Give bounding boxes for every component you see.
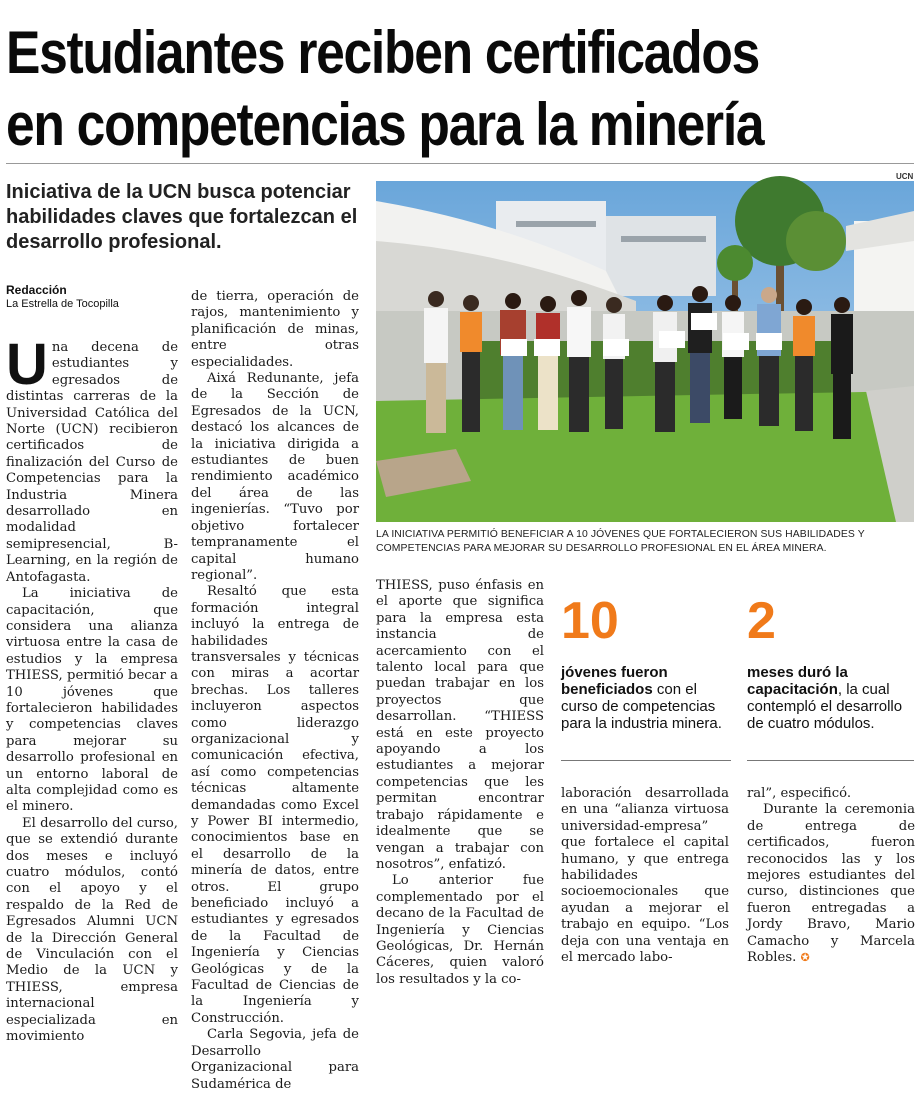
stat-number: 2 <box>747 592 776 650</box>
deck: Iniciativa de la UCN busca potenciar habilidades claves que fortalezcan el desarrollo profesional. <box>6 181 358 253</box>
body-paragraph <box>747 802 915 966</box>
body-column-4 <box>561 786 729 966</box>
body-column-5 <box>747 786 915 966</box>
body-paragraph: Aixá Redunante, jefa de la Sección de Egresados de la UCN, destacó los alcances de la iniciativa dirigida a estudiantes de buen rendimiento académico del área de las ingenierías. “Tuvo por objetivo fortalecer tempranamente el capital humano regional”. <box>191 371 359 583</box>
stat-bold: jóvenes fueron beneficiados <box>561 664 668 698</box>
stat-number: 10 <box>561 592 619 650</box>
body-column-3 <box>376 578 544 988</box>
stat-box-youth <box>561 594 731 732</box>
article-photo <box>376 181 914 522</box>
photo-credit: UCN <box>896 172 914 181</box>
headline <box>6 20 790 158</box>
body-paragraph: THIESS, puso énfasis en el aporte que significa para la empresa esta instancia de acercamiento con el talento local para que puedan trabajar en los proyectos que desarrollan. “THIESS está en este proyecto apoyando a los estudiantes a mejorar competencias que les permitan encontrar trabajo rápidamente e idealmente que se vengan a trabajar con nosotros”, enfatizó. <box>376 578 544 872</box>
stat-rest: con el curso de competencias para la industria minera. <box>561 681 722 732</box>
group-photo-illustration <box>376 181 914 522</box>
top-divider <box>6 163 914 164</box>
body-paragraph: ral”, especificó. <box>747 786 852 801</box>
byline <box>6 283 119 311</box>
body-paragraph: El desarrollo del curso, que se extendió durante dos meses e incluyó cuatro módulos, contó con el apoyo y el respaldo de la Red de Egresados Alumni UCN de la Dirección General de Vinculación con el Medio de la UCN y THIESS, empresa internacional especializada en movimiento <box>6 815 178 1045</box>
drop-cap: U <box>6 332 48 397</box>
body-paragraph: Carla Segovia, jefa de Desarrollo Organizacional para Sudamérica de <box>191 1027 359 1092</box>
body-paragraph: Lo anterior fue complementado por el decano de la Facultad de Ingeniería y Ciencias Geológicas, Dr. Hernán Cáceres, quien valoró los resultados y la co- <box>376 873 544 987</box>
lead-text: na decena de estudiantes y egresados de distintas carreras de la Universidad Católica del Norte (UCN) recibieron certificados de finalización del Curso de Competencias para la Industria Minera desarrollado en modalidad semipresencial, B-Learning, en la región de Antofagasta. <box>6 340 178 585</box>
headline-line-1: Estudiantes reciben certificados <box>6 19 760 86</box>
byline-outlet: La Estrella de Tocopilla <box>6 298 119 310</box>
headline-line-2: en competencias para la minería <box>6 91 764 158</box>
stat-divider <box>747 760 914 761</box>
stat-text <box>561 664 731 732</box>
byline-name: Redacción <box>6 283 67 297</box>
stat-rest: , la cual contempló el desarrollo de cuatro módulos. <box>747 681 903 732</box>
closing-text: Durante la ceremonia de entrega de certificados, fueron reconocidos las y los mejores estudiantes del curso, distinciones que fueron entregadas a Jordy Bravo, Mario Camacho y Marcela Robles. <box>747 802 915 966</box>
stat-bold: meses duró la capacitación <box>747 664 848 698</box>
body-paragraph <box>6 332 178 586</box>
body-paragraph: La iniciativa de capacitación, que considera una alianza virtuosa entre la casa de estudios y la empresa THIESS, permitió becar a 10 jóvenes que fortalecieron habilidades y competencias claves para mejorar su desarrollo profesional en un entorno laboral de alta complejidad como es el minero. <box>6 586 178 815</box>
body-paragraph: de tierra, operación de rajos, mantenimiento y planificación de minas, entre otras especialidades. <box>191 289 359 370</box>
photo-caption: LA INICIATIVA PERMITIÓ BENEFICIAR A 10 JÓVENES QUE FORTALECIERON SUS HABILIDADES Y COMPETENCIAS PARA MEJORAR SU DESARROLLO PROFESIONAL EN EL ÁREA MINERA. <box>376 529 865 554</box>
end-mark-icon: ✪ <box>800 951 810 965</box>
body-column-1 <box>6 332 178 1045</box>
body-paragraph: laboración desarrollada en una “alianza virtuosa universidad-empresa” que fortalece el capital humano, y que entrega habilidades socioemocionales que ayudan a mejorar el trabajo en equipo. “Los deja con una ventaja en el mercado labo- <box>561 786 729 966</box>
body-column-2 <box>191 289 359 1093</box>
stat-box-months <box>747 594 917 732</box>
stat-divider <box>561 760 731 761</box>
body-paragraph: Resaltó que esta formación integral incluyó la entrega de habilidades transversales y técnicas con miras a acortar brechas. Los talleres incluyeron aspectos como liderazgo organizacional y comunicación efectiva, así como competencias técnicas altamente demandadas como Excel y Power BI intermedio, conocimientos base en el desarrollo de la minería de datos, entre otros. El grupo beneficiado incluyó a estudiantes y egresados de la Facultad de Ingeniería y Ciencias Geológicas y de la Facultad de Ciencias de la Ingeniería y Construcción. <box>191 584 359 1026</box>
stat-text <box>747 664 917 732</box>
